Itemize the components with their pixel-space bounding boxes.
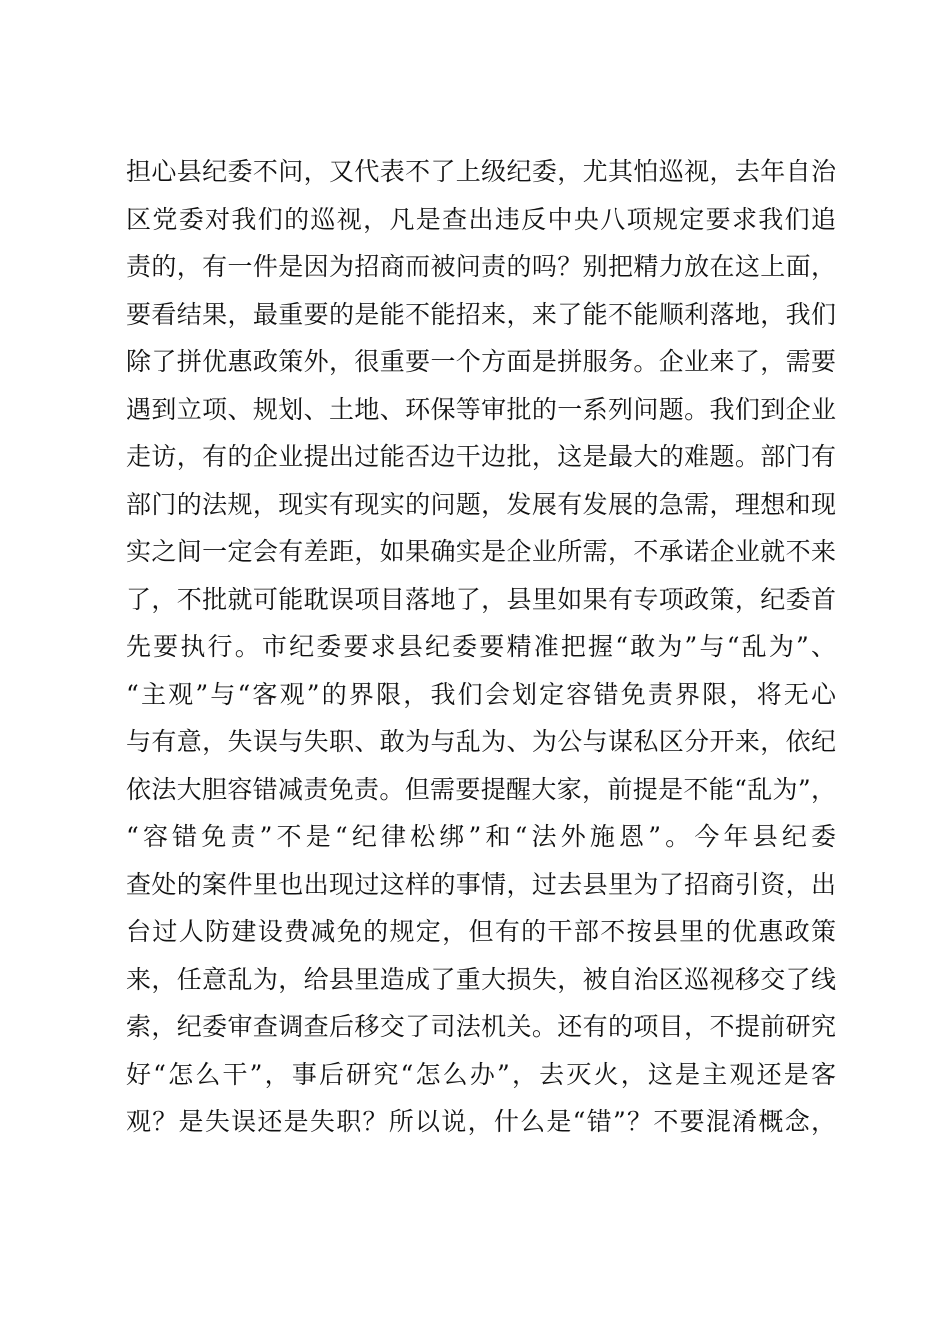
body-text xyxy=(126,148,836,1146)
text-line: 观？是失误还是失职？所以说，什么是“错”？不要混淆概念， xyxy=(126,1107,836,1136)
text-line: 先要执行。市纪委要求县纪委要精准把握“敢为”与“乱为”、 xyxy=(126,632,836,661)
text-line: “主观”与“客观”的界限，我们会划定容错免责界限，将无心 xyxy=(126,679,836,709)
text-line: 依法大胆容错减责免责。但需要提醒大家，前提是不能“乱为”， xyxy=(126,774,836,804)
text-line: 部门的法规，现实有现实的问题，发展有发展的急需，理想和现 xyxy=(126,489,836,519)
text-line: 担心县纪委不问，又代表不了上级纪委，尤其怕巡视，去年自治 xyxy=(126,157,836,186)
text-line: 除了拼优惠政策外，很重要一个方面是拼服务。企业来了，需要 xyxy=(126,347,836,376)
text-line: 责的，有一件是因为招商而被问责的吗？别把精力放在这上面， xyxy=(126,252,836,281)
text-line: 好“怎么干”，事后研究“怎么办”，去灭火，这是主观还是客 xyxy=(126,1059,836,1089)
text-line: “容错免责”不是“纪律松绑”和“法外施恩”。今年县纪委 xyxy=(126,822,836,851)
text-line: 区党委对我们的巡视，凡是查出违反中央八项规定要求我们追 xyxy=(126,204,836,234)
text-line: 与有意，失误与失职、敢为与乱为、为公与谋私区分开来，依纪 xyxy=(126,727,836,756)
text-line: 实之间一定会有差距，如果确实是企业所需，不承诺企业就不来 xyxy=(126,537,836,566)
text-line: 台过人防建设费减免的规定，但有的干部不按县里的优惠政策 xyxy=(126,917,836,946)
text-line: 索，纪委审查调查后移交了司法机关。还有的项目，不提前研究 xyxy=(126,1012,836,1041)
text-line: 要看结果，最重要的是能不能招来，来了能不能顺利落地，我们 xyxy=(126,299,836,329)
text-line: 了，不批就可能耽误项目落地了，县里如果有专项政策，纪委首 xyxy=(126,584,836,614)
text-line: 查处的案件里也出现过这样的事情，过去县里为了招商引资，出 xyxy=(126,869,836,899)
text-line: 走访，有的企业提出过能否边干边批，这是最大的难题。部门有 xyxy=(126,442,836,471)
text-line: 遇到立项、规划、土地、环保等审批的一系列问题。我们到企业 xyxy=(126,394,836,424)
text-line: 来，任意乱为，给县里造成了重大损失，被自治区巡视移交了线 xyxy=(126,964,836,994)
